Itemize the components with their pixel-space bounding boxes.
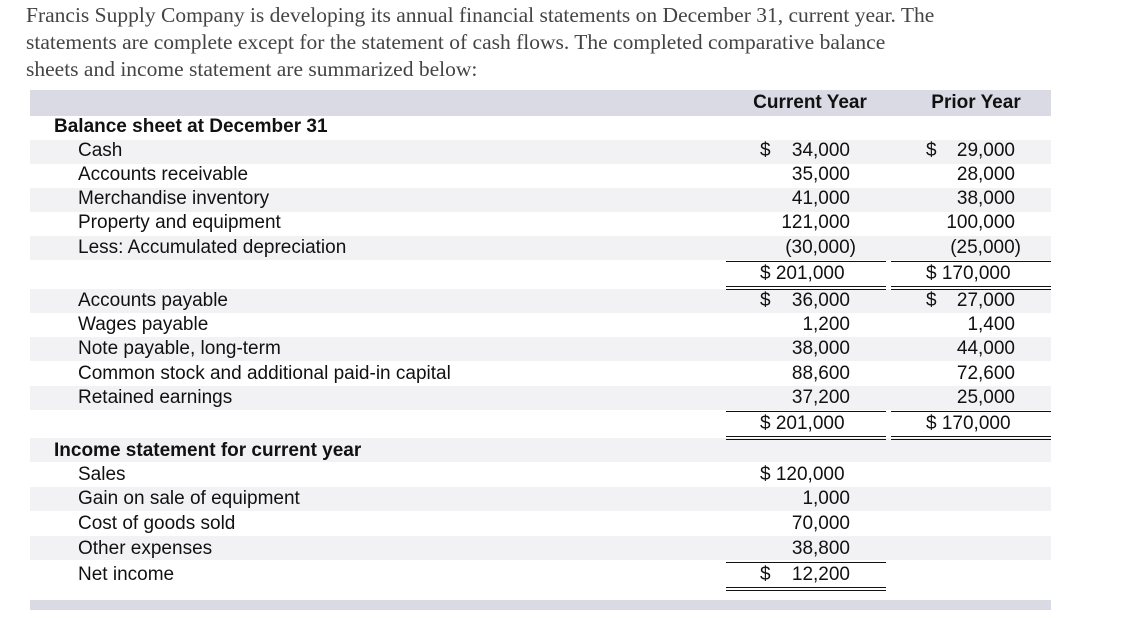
row-band [30,140,1051,164]
value-cogs: 70,000 [791,513,850,534]
row-label-accumulated-depreciation: Less: Accumulated depreciation [78,237,347,258]
value-wages-current: 1,200 [802,314,850,335]
row-label-accounts-payable: Accounts payable [78,290,228,311]
value-note-current: 38,000 [791,338,850,359]
dollar-sign: $ [926,290,937,311]
row-label-cogs: Cost of goods sold [78,513,236,534]
column-header-current-year: Current Year [753,92,867,113]
value-ppe-prior: 100,000 [946,212,1015,233]
column-header-prior-year: Prior Year [931,92,1021,113]
value-gain: 1,000 [802,488,850,509]
value-cash-current: 34,000 [791,140,850,161]
dollar-sign: $ [760,290,771,311]
dollar-sign: $ [760,564,771,585]
row-label-cash: Cash [78,140,123,161]
row-label-other-expenses: Other expenses [78,538,213,559]
row-label-retained-earnings: Retained earnings [78,387,233,408]
value-note-prior: 44,000 [956,338,1015,359]
row-label-property-equipment: Property and equipment [78,212,281,233]
value-re-current: 37,200 [791,387,850,408]
total-assets-current: $ 201,000 [760,263,845,284]
intro-line-2: statements are complete except for the statement of cash flows. The completed comparative balance [26,30,886,54]
value-other-expenses: 38,800 [791,538,850,559]
dollar-sign: $ [926,140,937,161]
row-label-wages-payable: Wages payable [78,314,209,335]
income-statement-heading: Income statement for current year [54,440,362,461]
problem-intro [26,2,1106,83]
value-cash-prior: 29,000 [956,140,1015,161]
value-stock-prior: 72,600 [956,363,1015,384]
value-accum-dep-prior: (25,000) [950,237,1021,258]
value-ar-current: 35,000 [791,164,850,185]
row-label-net-income: Net income [78,564,175,585]
row-label-note-payable: Note payable, long-term [78,338,281,359]
row-label-accounts-receivable: Accounts receivable [78,164,249,185]
intro-line-3: sheets and income statement are summarized below: [26,57,478,81]
value-ar-prior: 28,000 [956,164,1015,185]
total-double-rule [726,587,886,591]
value-sales: $ 120,000 [760,464,845,485]
financial-statements-table [30,90,1051,620]
dollar-sign: $ [760,140,771,161]
value-net-income: 12,200 [791,564,850,585]
value-re-prior: 25,000 [956,387,1015,408]
value-stock-current: 88,600 [791,363,850,384]
table-footer-band [30,600,1051,610]
value-accum-dep-current: (30,000) [785,237,856,258]
row-label-merchandise-inventory: Merchandise inventory [78,188,270,209]
balance-sheet-heading: Balance sheet at December 31 [54,116,328,137]
value-ap-prior: 27,000 [956,290,1015,311]
value-inventory-current: 41,000 [791,188,850,209]
total-assets-prior: $ 170,000 [926,263,1011,284]
intro-line-1: Francis Supply Company is developing its annual financial statements on December 31, current year. The [26,3,935,27]
row-label-gain-on-sale: Gain on sale of equipment [78,488,300,509]
value-inventory-prior: 38,000 [956,188,1015,209]
total-liabilities-equity-prior: $ 170,000 [926,413,1011,434]
row-label-common-stock: Common stock and additional paid-in capital [78,363,451,384]
total-double-rule [726,436,886,440]
row-label-sales: Sales [78,464,126,485]
total-double-rule [891,436,1051,440]
total-liabilities-equity-current: $ 201,000 [760,413,845,434]
value-ppe-current: 121,000 [781,212,850,233]
value-ap-current: 36,000 [791,290,850,311]
value-wages-prior: 1,400 [967,314,1015,335]
